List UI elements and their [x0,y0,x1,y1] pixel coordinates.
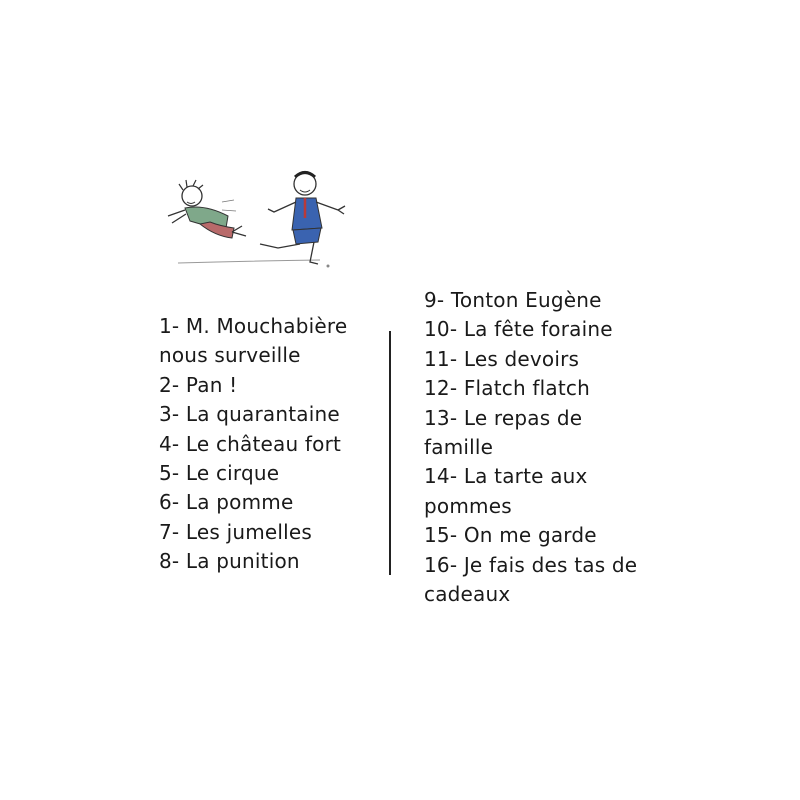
list-item: 2- Pan ! [159,372,238,397]
children-illustration [160,166,350,272]
column-divider [389,331,391,575]
list-item: 12- Flatch flatch [424,376,590,401]
list-item: 9- Tonton Eugène [424,288,602,312]
list-item: 15- On me garde [424,523,597,548]
list-item: 10- La fête foraine [424,317,613,342]
list-item: 8- La punition [159,549,300,574]
list-item: 16- Je fais des tas de cadeaux [424,552,638,607]
list-item: 7- Les jumelles [159,519,313,544]
left-child-figure [168,180,246,238]
right-child-figure [260,173,345,265]
list-item: 3- La quarantaine [159,402,340,427]
list-item: 14- La tarte aux pommes [424,464,588,518]
list-item: 4- Le château fort [159,431,342,456]
episode-list-right [424,286,649,609]
list-item: 5- Le cirque [159,461,280,486]
list-item: 6- La pomme [159,490,294,515]
list-item: 13- Le repas de famille [424,405,583,460]
episode-list-left [159,312,374,577]
list-item: 11- Les devoirs [424,346,580,371]
list-item: 1- M. Mouchabière nous surveille [159,314,348,368]
